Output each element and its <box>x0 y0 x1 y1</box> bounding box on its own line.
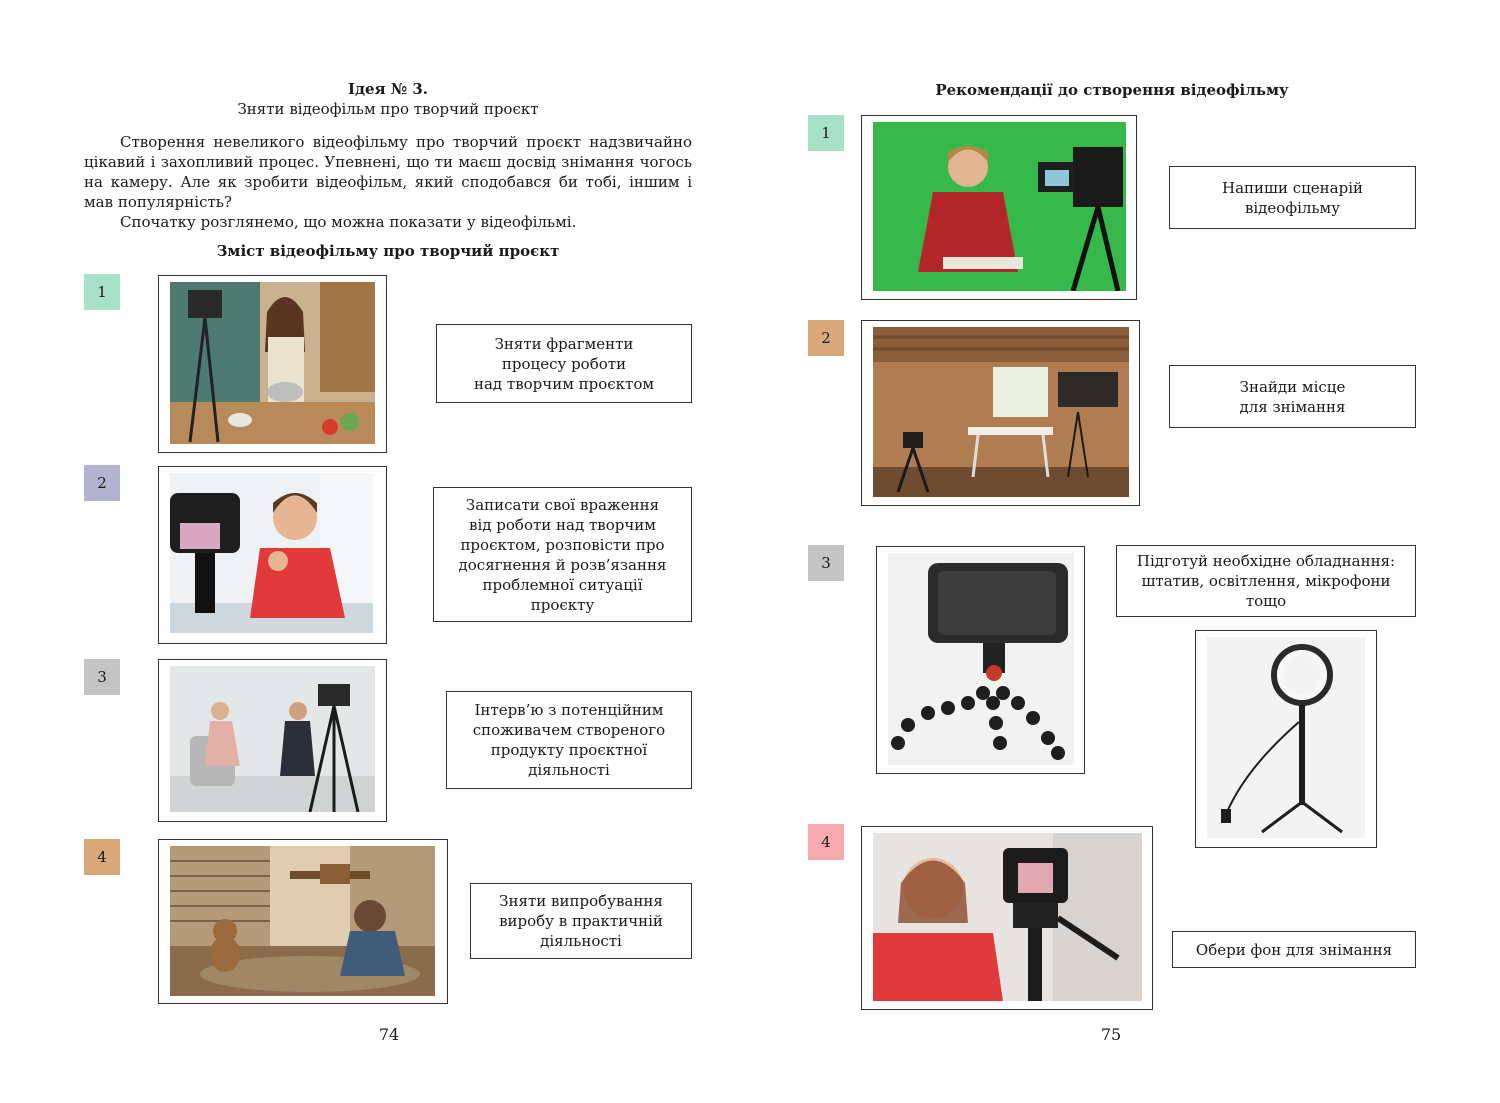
photo-vlogger-thumbs-up <box>170 473 373 633</box>
right-badge-4-number: 4 <box>821 833 831 851</box>
right-caption-1: Напиши сценарій відеофільму <box>1169 166 1416 229</box>
page-number-left: 74 <box>378 1025 400 1044</box>
left-image-frame-3 <box>158 659 387 822</box>
right-image-frame-2 <box>861 320 1140 506</box>
right-caption-3: Підготуй необхідне обладнання: штатив, освітлення, мікрофони тощо <box>1116 545 1416 617</box>
left-badge-2-number: 2 <box>97 474 107 492</box>
left-badge-2 <box>84 465 120 501</box>
right-badge-1-number: 1 <box>821 124 831 142</box>
right-badge-2-number: 2 <box>821 329 831 347</box>
photo-studio-room <box>873 327 1129 497</box>
page-number-right: 75 <box>1100 1025 1122 1044</box>
photo-boy-green-screen <box>873 122 1126 291</box>
intro-paragraph <box>84 132 692 232</box>
right-badge-4 <box>808 824 844 860</box>
content-section-title: Зміст відеофільму про творчий проєкт <box>216 242 560 260</box>
right-badge-3-number: 3 <box>821 554 831 572</box>
right-badge-3 <box>808 545 844 581</box>
right-image-frame-3b <box>1195 630 1377 848</box>
photo-boy-with-plane <box>170 846 435 996</box>
idea-subtitle: Зняти відеофільм про творчий проєкт <box>237 100 539 118</box>
photo-cooking-blogger <box>170 282 375 444</box>
right-caption-4: Обери фон для знімання <box>1172 931 1416 968</box>
left-caption-4: Зняти випробування виробу в практичній діяльності <box>470 883 692 959</box>
photo-phone-tripod <box>888 553 1074 765</box>
photo-ring-light <box>1207 637 1365 838</box>
right-caption-2: Знайди місце для знімання <box>1169 365 1416 428</box>
photo-woman-camera <box>873 833 1142 1001</box>
left-badge-3-number: 3 <box>97 668 107 686</box>
photo-interview <box>170 666 375 812</box>
left-caption-2: Записати свої враження від роботи над творчим проєктом, розповісти про досягнення й розв’язання проблемної ситуації проєкту <box>433 487 692 622</box>
right-image-frame-4 <box>861 826 1153 1010</box>
recommendations-title: Рекомендації до створення відеофільму <box>935 81 1289 99</box>
right-badge-2 <box>808 320 844 356</box>
left-badge-1 <box>84 274 120 310</box>
left-caption-3: Інтерв’ю з потенційним споживачем створеного продукту проєктної діяльності <box>446 691 692 789</box>
idea-title: Ідея № 3. <box>347 80 429 98</box>
right-badge-1 <box>808 115 844 151</box>
left-badge-4 <box>84 839 120 875</box>
right-image-frame-3 <box>876 546 1085 774</box>
left-image-frame-1 <box>158 275 387 453</box>
left-caption-1: Зняти фрагменти процесу роботи над творчим проєктом <box>436 324 692 403</box>
right-image-frame-1 <box>861 115 1137 300</box>
left-image-frame-4 <box>158 839 448 1004</box>
intro-paragraph-text: Створення невеликого відеофільму про творчий проєкт надзвичайно цікавий і захопливий процес. Упевнені, що ти маєш досвід знімання чогось на камеру. Але як зробити відеофільм, який сподобався би тобі, іншим і мав популярність? <box>84 133 692 211</box>
left-badge-3 <box>84 659 120 695</box>
intro-paragraph-2-text: Спочатку розглянемо, що можна показати у відеофільмі. <box>120 213 577 231</box>
left-badge-4-number: 4 <box>97 848 107 866</box>
left-badge-1-number: 1 <box>97 283 107 301</box>
left-image-frame-2 <box>158 466 387 644</box>
